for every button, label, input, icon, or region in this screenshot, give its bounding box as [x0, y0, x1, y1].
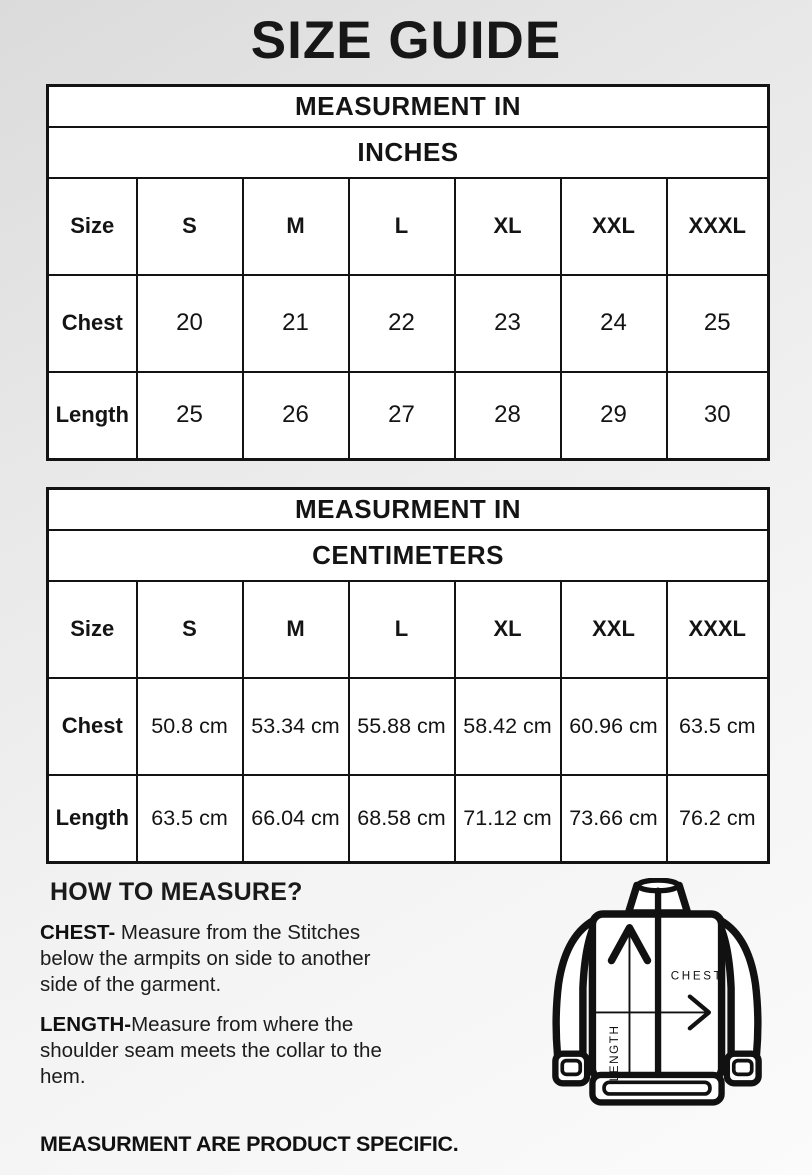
col-header-cell: S [137, 581, 243, 678]
value-cell: 71.12 cm [455, 775, 561, 863]
product-specific-note: MEASURMENT ARE PRODUCT SPECIFIC. [40, 1132, 459, 1157]
length-term: LENGTH- [40, 1012, 132, 1036]
value-cell: 23 [455, 275, 561, 372]
value-cell: 28 [455, 372, 561, 460]
row-label-chest: Chest [48, 275, 137, 372]
value-cell: 55.88 cm [349, 678, 455, 775]
value-cell: 27 [349, 372, 455, 460]
size-header-cell: Size [48, 178, 137, 275]
col-header-cell: XXL [561, 581, 667, 678]
col-header-cell: XL [455, 178, 561, 275]
length-row [48, 775, 769, 863]
table-title: MEASURMENT IN [48, 86, 769, 127]
page-title: SIZE GUIDE [250, 11, 562, 70]
col-header-cell: M [243, 581, 349, 678]
table-title: MEASURMENT IN [48, 489, 769, 530]
value-cell: 50.8 cm [137, 678, 243, 775]
length-arrow-label: LENGTH [607, 1024, 621, 1082]
col-header-cell: L [349, 178, 455, 275]
value-cell: 20 [137, 275, 243, 372]
value-cell: 63.5 cm [137, 775, 243, 863]
value-cell: 25 [137, 372, 243, 460]
col-header-cell: L [349, 581, 455, 678]
value-cell: 60.96 cm [561, 678, 667, 775]
value-cell: 76.2 cm [667, 775, 769, 863]
length-instruction [40, 1012, 412, 1091]
inches-table-title-row [48, 86, 769, 127]
inches-table [46, 84, 770, 461]
value-cell: 58.42 cm [455, 678, 561, 775]
row-label-chest: Chest [48, 678, 137, 775]
value-cell: 26 [243, 372, 349, 460]
col-header-cell: XXXL [667, 178, 769, 275]
cm-table-unit-row [48, 530, 769, 581]
col-header-cell: XXL [561, 178, 667, 275]
chest-instruction [40, 920, 412, 999]
inches-table-unit-row [48, 127, 769, 178]
value-cell: 63.5 cm [667, 678, 769, 775]
how-to-measure-heading: HOW TO MEASURE? [50, 878, 303, 906]
table-unit: INCHES [48, 127, 769, 178]
value-cell: 73.66 cm [561, 775, 667, 863]
chest-row [48, 275, 769, 372]
how-to-measure-section [40, 876, 812, 1157]
how-to-measure-text [40, 876, 502, 1157]
table-unit: CENTIMETERS [48, 530, 769, 581]
size-header-cell: Size [48, 581, 137, 678]
length-instruction-text: Measure from where the shoulder seam meets the collar to the hem. [40, 1012, 382, 1089]
jacket-left-cuff [555, 1054, 587, 1084]
value-cell: 68.58 cm [349, 775, 455, 863]
value-cell: 25 [667, 275, 769, 372]
row-label-length: Length [48, 372, 137, 460]
length-row [48, 372, 769, 460]
chest-arrow-label: CHEST [670, 969, 724, 983]
value-cell: 21 [243, 275, 349, 372]
cm-table-title-row [48, 489, 769, 530]
col-header-cell: XXXL [667, 581, 769, 678]
jacket-right-cuff [727, 1054, 759, 1084]
col-header-cell: M [243, 178, 349, 275]
value-cell: 30 [667, 372, 769, 460]
row-label-length: Length [48, 775, 137, 863]
col-header-cell: S [137, 178, 243, 275]
value-cell: 66.04 cm [243, 775, 349, 863]
value-cell: 24 [561, 275, 667, 372]
chest-term: CHEST- [40, 921, 116, 944]
value-cell: 29 [561, 372, 667, 460]
value-cell: 22 [349, 275, 455, 372]
jacket-diagram [551, 878, 763, 1113]
chest-instruction-text: Measure from the Stitches below the armpits on side to another side of the garment. [40, 921, 371, 997]
centimeters-table [46, 487, 770, 864]
jacket-diagram-container [502, 876, 812, 1157]
value-cell: 53.34 cm [243, 678, 349, 775]
size-guide-page [0, 10, 812, 1157]
size-header-row [48, 581, 769, 678]
chest-row [48, 678, 769, 775]
col-header-cell: XL [455, 581, 561, 678]
size-header-row [48, 178, 769, 275]
